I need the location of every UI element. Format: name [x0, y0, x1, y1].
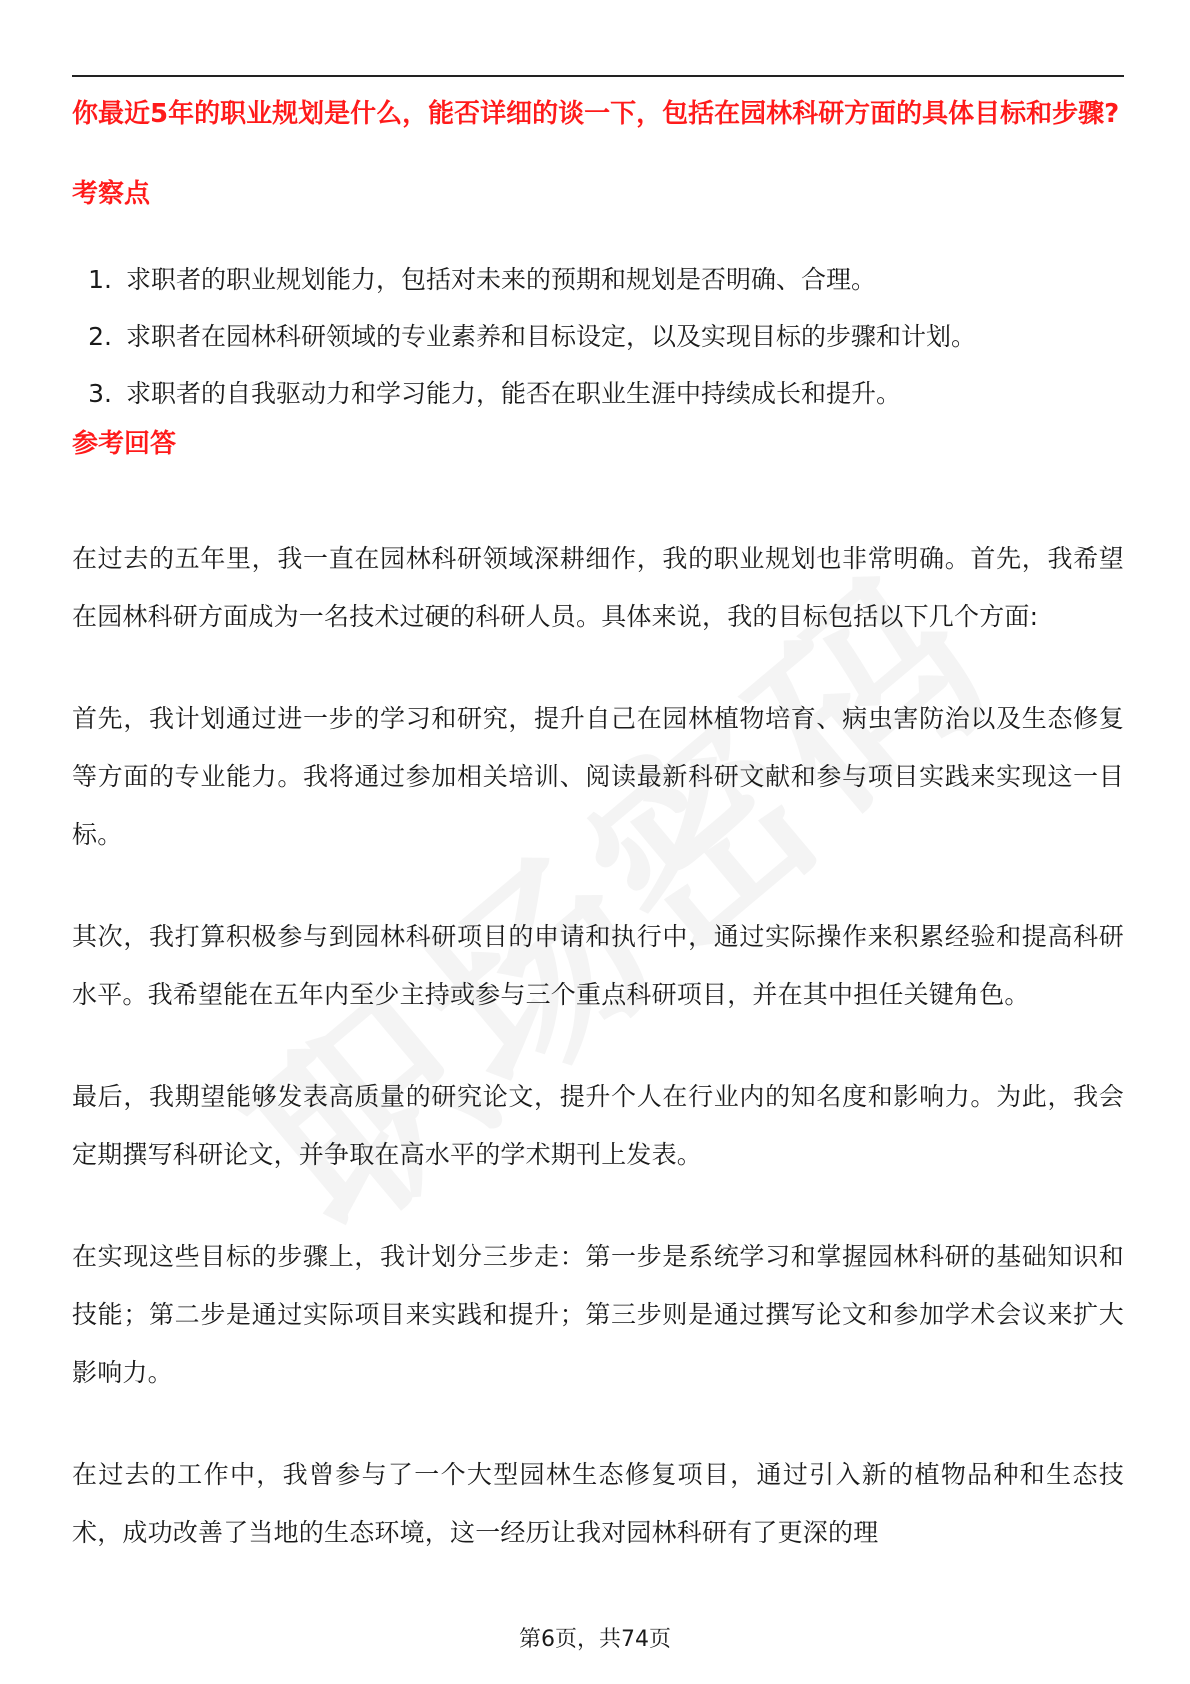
question-title: 你最近5年的职业规划是什么，能否详细的谈一下，包括在园林科研方面的具体目标和步骤?	[72, 99, 1120, 129]
list-item	[72, 319, 1124, 376]
points-heading: 考察点	[72, 179, 151, 209]
list-item-number: 1.	[88, 265, 112, 294]
list-item-number: 3.	[88, 379, 112, 408]
list-item-text: 求职者的自我驱动力和学习能力，能否在职业生涯中持续成长和提升。	[126, 379, 902, 408]
answer-paragraph: 在实现这些目标的步骤上，我计划分三步走：第一步是系统学习和掌握园林科研的基础知识和技能；第二步是通过实际项目来实践和提升；第三步则是通过撰写论文和参加学术会议来扩大影响力。	[72, 1242, 1124, 1387]
answer-body	[72, 530, 1124, 1606]
top-rule	[72, 75, 1124, 77]
page-footer: 第6页，共74页	[519, 1627, 671, 1652]
list-item-number: 2.	[88, 322, 112, 351]
list-item-text: 求职者的职业规划能力，包括对未来的预期和规划是否明确、合理。	[126, 265, 877, 294]
answer-heading: 参考回答	[72, 429, 177, 459]
list-item	[72, 262, 1124, 319]
list-item	[72, 376, 1124, 433]
answer-paragraph: 在过去的工作中，我曾参与了一个大型园林生态修复项目，通过引入新的植物品种和生态技术，成功改善了当地的生态环境，这一经历让我对园林科研有了更深的理	[72, 1460, 1124, 1547]
answer-paragraph: 最后，我期望能够发表高质量的研究论文，提升个人在行业内的知名度和影响力。为此，我会定期撰写科研论文，并争取在高水平的学术期刊上发表。	[72, 1082, 1124, 1169]
list-item-text: 求职者在园林科研领域的专业素养和目标设定，以及实现目标的步骤和计划。	[126, 322, 977, 351]
answer-paragraph: 首先，我计划通过进一步的学习和研究，提升自己在园林植物培育、病虫害防治以及生态修复等方面的专业能力。我将通过参加相关培训、阅读最新科研文献和参与项目实践来实现这一目标。	[72, 704, 1124, 849]
answer-paragraph: 其次，我打算积极参与到园林科研项目的申请和执行中，通过实际操作来积累经验和提高科研水平。我希望能在五年内至少主持或参与三个重点科研项目，并在其中担任关键角色。	[72, 922, 1124, 1009]
answer-paragraph: 在过去的五年里，我一直在园林科研领域深耕细作，我的职业规划也非常明确。首先，我希望在园林科研方面成为一名技术过硬的科研人员。具体来说，我的目标包括以下几个方面:	[72, 544, 1124, 631]
points-list	[72, 262, 1124, 433]
